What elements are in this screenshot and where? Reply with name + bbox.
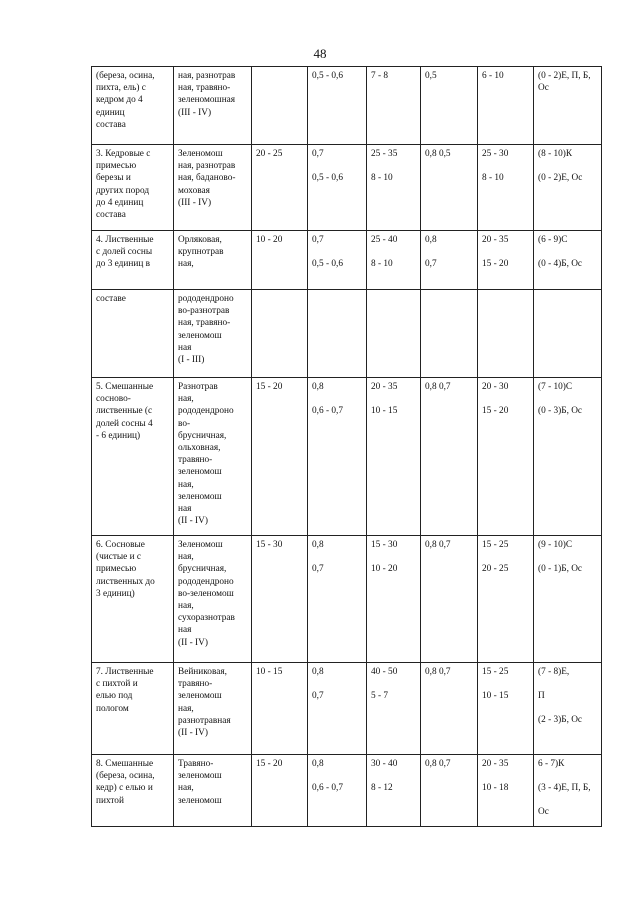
forest-type-cell: 3. Кедровые с примесью березы и других пород до 4 единиц состава xyxy=(92,145,174,231)
value-cell: 0,8 0,7 xyxy=(308,536,367,663)
value-cell: 15 - 20 xyxy=(252,755,308,827)
value-cell: 25 - 40 8 - 10 xyxy=(367,231,421,290)
table-row xyxy=(92,67,602,145)
forest-type-cell: 6. Сосновые (чистые и с примесью лиственных до 3 единиц) xyxy=(92,536,174,663)
forest-type-cell: (береза, осина, пихта, ель) с кедром до 4 единиц состава xyxy=(92,67,174,145)
ground-cover-cell: рододендроно во-разнотрав ная, травяно- зеленомош ная (I - III) xyxy=(174,290,252,378)
ground-cover-cell: Орляковая, крупнотрав ная, xyxy=(174,231,252,290)
value-cell: 15 - 25 20 - 25 xyxy=(478,536,534,663)
value-cell xyxy=(367,290,421,378)
value-cell: 25 - 30 8 - 10 xyxy=(478,145,534,231)
value-cell: 20 - 35 15 - 20 xyxy=(478,231,534,290)
value-cell: 0,8 0,7 xyxy=(421,231,478,290)
forest-composition-table xyxy=(91,66,602,827)
composition-cell: (6 - 9)С (0 - 4)Б, Ос xyxy=(534,231,602,290)
ground-cover-cell: Зеленомош ная, брусничная, рододендроно во-зеленомош ная, сухоразнотрав ная (II - IV) xyxy=(174,536,252,663)
forest-type-cell: 5. Смешанные сосново- лиственные (с долей сосны 4 - 6 единиц) xyxy=(92,378,174,536)
value-cell: 10 - 20 xyxy=(252,231,308,290)
composition-cell: 6 - 7)К (3 - 4)Е, П, Б, Ос xyxy=(534,755,602,827)
composition-cell: (7 - 8)Е, П (2 - 3)Б, Ос xyxy=(534,663,602,755)
composition-cell: (7 - 10)С (0 - 3)Б, Ос xyxy=(534,378,602,536)
table-row xyxy=(92,536,602,663)
value-cell: 6 - 10 xyxy=(478,67,534,145)
table-row xyxy=(92,755,602,827)
table-row xyxy=(92,290,602,378)
ground-cover-cell: ная, разнотрав ная, травяно- зеленомошная (III - IV) xyxy=(174,67,252,145)
value-cell xyxy=(308,290,367,378)
value-cell xyxy=(252,290,308,378)
value-cell: 15 - 30 xyxy=(252,536,308,663)
value-cell: 0,8 0,7 xyxy=(421,378,478,536)
forest-type-cell: 7. Лиственные с пихтой и елью под пологом xyxy=(92,663,174,755)
value-cell xyxy=(478,290,534,378)
value-cell: 0,5 xyxy=(421,67,478,145)
ground-cover-cell: Вейниковая, травяно- зеленомош ная, разнотравная (II - IV) xyxy=(174,663,252,755)
value-cell: 40 - 50 5 - 7 xyxy=(367,663,421,755)
page-number: 48 xyxy=(313,46,327,61)
table-row xyxy=(92,145,602,231)
value-cell: 0,8 0,5 xyxy=(421,145,478,231)
value-cell: 0,8 0,7 xyxy=(421,755,478,827)
value-cell: 0,7 0,5 - 0,6 xyxy=(308,145,367,231)
forest-type-cell: 8. Смешанные (береза, осина, кедр) с елью и пихтой xyxy=(92,755,174,827)
value-cell xyxy=(421,290,478,378)
value-cell xyxy=(252,67,308,145)
value-cell: 15 - 30 10 - 20 xyxy=(367,536,421,663)
value-cell: 25 - 35 8 - 10 xyxy=(367,145,421,231)
value-cell: 20 - 35 10 - 18 xyxy=(478,755,534,827)
table-row xyxy=(92,231,602,290)
value-cell: 20 - 35 10 - 15 xyxy=(367,378,421,536)
forest-type-cell: 4. Лиственные с долей сосны до 3 единиц в xyxy=(92,231,174,290)
composition-cell xyxy=(534,290,602,378)
value-cell: 0,8 0,6 - 0,7 xyxy=(308,755,367,827)
table-row xyxy=(92,663,602,755)
value-cell: 30 - 40 8 - 12 xyxy=(367,755,421,827)
value-cell: 7 - 8 xyxy=(367,67,421,145)
value-cell: 0,7 0,5 - 0,6 xyxy=(308,231,367,290)
value-cell: 20 - 30 15 - 20 xyxy=(478,378,534,536)
value-cell: 15 - 20 xyxy=(252,378,308,536)
ground-cover-cell: Разнотрав ная, рододендроно во- брусничная, ольховная, травяно- зеленомош ная, зеленомош ная (II - IV) xyxy=(174,378,252,536)
composition-cell: (9 - 10)С (0 - 1)Б, Ос xyxy=(534,536,602,663)
value-cell: 15 - 25 10 - 15 xyxy=(478,663,534,755)
value-cell: 0,8 0,7 xyxy=(421,663,478,755)
composition-cell: (0 - 2)Е, П, Б, Ос xyxy=(534,67,602,145)
value-cell: 10 - 15 xyxy=(252,663,308,755)
value-cell: 0,8 0,7 xyxy=(308,663,367,755)
value-cell: 0,8 0,6 - 0,7 xyxy=(308,378,367,536)
value-cell: 0,5 - 0,6 xyxy=(308,67,367,145)
table-row xyxy=(92,378,602,536)
value-cell: 20 - 25 xyxy=(252,145,308,231)
value-cell: 0,8 0,7 xyxy=(421,536,478,663)
ground-cover-cell: Травяно- зеленомош ная, зеленомош xyxy=(174,755,252,827)
forest-type-cell: составе xyxy=(92,290,174,378)
composition-cell: (8 - 10)К (0 - 2)Е, Ос xyxy=(534,145,602,231)
ground-cover-cell: Зеленомош ная, разнотрав ная, баданово- моховая (III - IV) xyxy=(174,145,252,231)
